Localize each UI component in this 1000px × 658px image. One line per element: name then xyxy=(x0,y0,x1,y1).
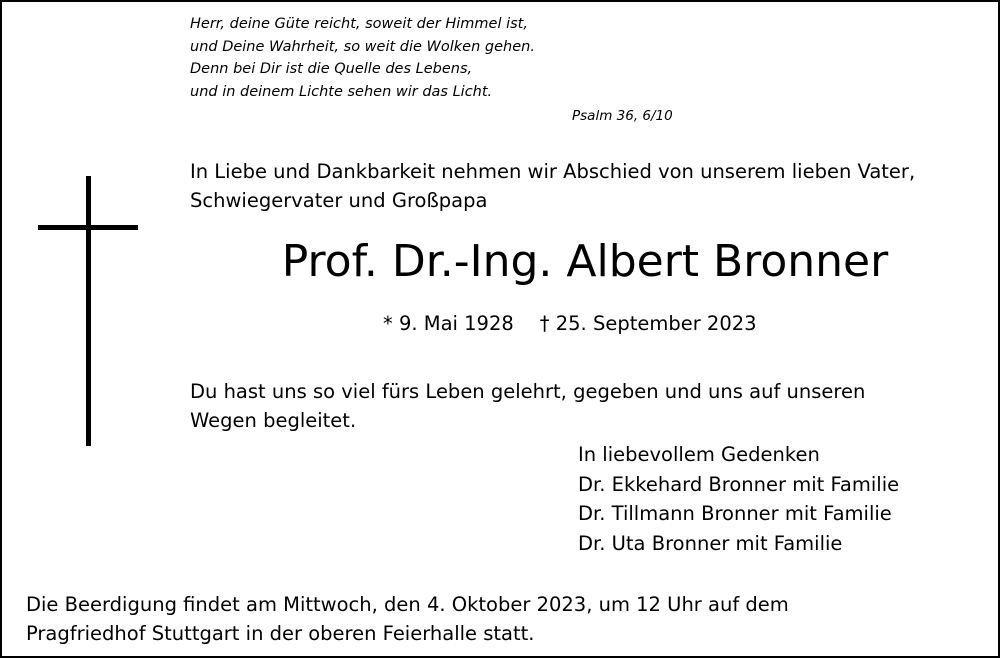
tribute-line: Wegen begleitet. xyxy=(190,409,357,432)
death-date: † 25. September 2023 xyxy=(539,312,757,335)
intro-line: Schwiegervater und Großpapa xyxy=(190,189,488,212)
mourners-signature xyxy=(578,440,899,558)
verse-line: Denn bei Dir ist die Quelle des Lebens, xyxy=(190,61,473,77)
signature-line: Dr. Uta Bronner mit Familie xyxy=(578,531,843,555)
birth-date: * 9. Mai 1928 xyxy=(383,312,514,335)
cross-horizontal-bar xyxy=(38,225,138,230)
cross-vertical-bar xyxy=(86,176,91,446)
verse-source: Psalm 36, 6/10 xyxy=(572,108,673,124)
deceased-name: Prof. Dr.-Ing. Albert Bronner xyxy=(281,236,889,287)
intro-text xyxy=(190,157,915,215)
intro-line: In Liebe und Dankbarkeit nehmen wir Abschied von unserem lieben Vater, xyxy=(190,160,916,183)
psalm-verse xyxy=(190,13,620,103)
tribute-text xyxy=(190,377,865,435)
deceased-name-row xyxy=(0,236,1000,287)
tribute-line: Du hast uns so viel fürs Leben gelehrt, gegeben und uns auf unseren xyxy=(190,380,866,403)
signature-line: Dr. Ekkehard Bronner mit Familie xyxy=(578,472,900,496)
life-dates xyxy=(383,312,757,335)
footer-line: Die Beerdigung findet am Mittwoch, den 4. Oktober 2023, um 12 Uhr auf dem xyxy=(26,593,789,616)
verse-line: Herr, deine Güte reicht, soweit der Himmel ist, xyxy=(190,16,528,32)
signature-line: In liebevollem Gedenken xyxy=(578,443,820,466)
verse-line: und Deine Wahrheit, so weit die Wolken gehen. xyxy=(190,38,535,55)
footer-line: Pragfriedhof Stuttgart in der oberen Feierhalle statt. xyxy=(26,622,535,645)
verse-line: und in deinem Lichte sehen wir das Licht. xyxy=(190,83,493,100)
signature-line: Dr. Tillmann Bronner mit Familie xyxy=(578,502,892,525)
funeral-details xyxy=(26,590,789,648)
